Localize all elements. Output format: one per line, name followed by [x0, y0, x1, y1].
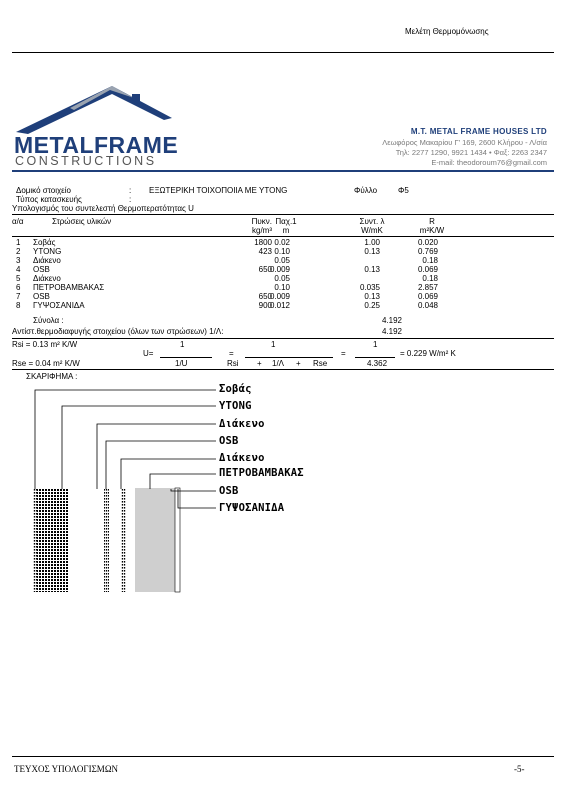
row-density: 650 — [258, 292, 272, 301]
row-thickness: 0.05 — [274, 274, 290, 283]
element-colon: : — [129, 186, 132, 195]
formula-total: 4.362 — [367, 359, 388, 368]
row-material: OSB — [33, 265, 50, 274]
company-address: Λεωφόρος Μακαρίου Γ' 169, 2600 Κλήρου - Λ/σία — [382, 138, 547, 147]
formula-eq1: = — [229, 349, 234, 358]
construction-type-label: Τύπος κατασκευής — [16, 195, 82, 204]
sum-label: Σύνολα : — [33, 316, 64, 325]
row-lambda: 0.035 — [359, 283, 380, 292]
formula-one-over-u: 1/U — [175, 359, 188, 368]
row-material: Διάκενο — [33, 274, 61, 283]
sketch-title: ΣΚΑΡΙΦΗΜΑ : — [26, 372, 78, 381]
row-material: ΠΕΤΡΟΒΑΜΒΑΚΑΣ — [33, 283, 105, 292]
resistance-label: Αντίστ.θερμοδιαφυγής στοιχείου (όλων των στρώσεων) 1/Λ: — [12, 327, 224, 336]
footer-rule — [12, 756, 554, 757]
resistance-value: 4.192 — [381, 327, 402, 336]
sum-value: 4.192 — [381, 316, 402, 325]
formula-plus-2: + — [296, 359, 301, 368]
logo-wordmark: METALFRAME — [14, 132, 179, 158]
sheet-value: Φ5 — [398, 186, 409, 195]
calc-title: Υπολογισμός του συντελεστή Θερμοπερατότητας U — [12, 204, 194, 213]
element-label: Δομικό στοιχείο — [16, 186, 71, 195]
row-thickness: 0.10 — [274, 247, 290, 256]
sketch-label-osb-2: OSB — [219, 485, 239, 497]
row-material: ΓΥΨΟΣΑΝΙΔΑ — [33, 301, 85, 310]
company-phones: Τηλ: 2277 1290, 9921 1434 • Φαξ: 2263 2347 — [395, 148, 547, 157]
company-email: E-mail: theodoroum76@gmail.com — [431, 158, 547, 167]
layer-gypsum-board — [175, 488, 180, 592]
row-density: 1800 — [254, 238, 272, 247]
row-r: 0.18 — [422, 256, 438, 265]
construction-type-colon: : — [129, 195, 132, 204]
logo-subtitle: CONSTRUCTIONS — [15, 154, 157, 168]
row-r: 0.069 — [417, 292, 438, 301]
col-header-lambda-unit: W/mK — [361, 226, 383, 235]
row-material: Σοβάς — [33, 238, 56, 247]
row-index: 7 — [16, 292, 21, 301]
row-index: 3 — [16, 256, 21, 265]
layer-rockwool — [135, 488, 175, 592]
col-header-density-unit: kg/m³ — [252, 226, 272, 235]
row-lambda: 0.25 — [364, 301, 380, 310]
formula-one-b: 1 — [271, 340, 276, 349]
layer-ytong — [37, 488, 69, 592]
footer-title: ΤΕΥΧΟΣ ΥΠΟΛΟΓΙΣΜΩΝ — [14, 764, 119, 774]
row-index: 2 — [16, 247, 21, 256]
col-header-r: R — [429, 217, 435, 226]
sketch-label-air-gap-2: Διάκενο — [219, 452, 265, 464]
row-r: 0.020 — [417, 238, 438, 247]
col-header-thickness: Παχ.1 — [275, 217, 297, 226]
page-number: -5- — [514, 764, 525, 774]
company-name: M.T. METAL FRAME HOUSES LTD — [410, 127, 547, 136]
row-density: 423 — [258, 247, 272, 256]
sketch-label-gypsum: ΓΥΨΟΣΑΝΙΔΑ — [219, 502, 285, 514]
row-thickness: 0.05 — [274, 256, 290, 265]
row-thickness: 0.10 — [274, 283, 290, 292]
row-r: 0.18 — [422, 274, 438, 283]
formula-u-eq: U= — [143, 349, 154, 358]
row-thickness: 0.009 — [269, 265, 290, 274]
row-index: 6 — [16, 283, 21, 292]
row-index: 5 — [16, 274, 21, 283]
formula-rse: Rse — [313, 359, 328, 368]
row-lambda: 0.13 — [364, 292, 380, 301]
col-header-material: Στρώσεις υλικών — [52, 217, 112, 226]
row-material: Διάκενο — [33, 256, 61, 265]
row-r: 0.069 — [417, 265, 438, 274]
formula-one-c: 1 — [373, 340, 378, 349]
rse-value: Rse = 0.04 m² K/W — [12, 359, 80, 368]
sketch-label-air-gap-1: Διάκενο — [219, 418, 265, 430]
col-header-density: Πυκν. — [251, 217, 272, 226]
col-header-r-unit: m²K/W — [419, 226, 445, 235]
row-r: 0.048 — [417, 301, 438, 310]
formula-one-a: 1 — [180, 340, 185, 349]
layer-plaster — [33, 488, 37, 592]
row-thickness: 0.009 — [269, 292, 290, 301]
sketch-label-ytong: YTONG — [219, 400, 252, 412]
layer-osb-2 — [121, 488, 126, 592]
page-header-title: Μελέτη Θερμομόνωσης — [405, 27, 489, 36]
layer-osb-1 — [104, 488, 109, 592]
row-density: 650 — [258, 265, 272, 274]
row-thickness: 0.02 — [274, 238, 290, 247]
col-header-lambda: Συντ. λ — [359, 217, 385, 226]
formula-eq2: = — [341, 349, 346, 358]
col-header-aa: α/α — [12, 217, 24, 226]
row-index: 1 — [16, 238, 21, 247]
sketch-label-osb-1: OSB — [219, 435, 239, 447]
rsi-value: Rsi = 0.13 m² K/W — [12, 340, 78, 349]
formula-plus-1: + — [257, 359, 262, 368]
row-lambda: 0.13 — [364, 265, 380, 274]
formula-rsi: Rsi — [227, 359, 239, 368]
row-index: 4 — [16, 265, 21, 274]
element-value: ΕΞΩΤΕΡΙΚΗ ΤΟΙΧΟΠΟΙΙΑ ΜΕ YTONG — [149, 186, 288, 195]
row-lambda: 1.00 — [364, 238, 380, 247]
row-thickness: 0.012 — [269, 301, 290, 310]
col-header-thickness-unit: m — [282, 226, 290, 235]
row-lambda: 0.13 — [364, 247, 380, 256]
row-r: 2.857 — [417, 283, 438, 292]
formula-one-over-lambda: 1/Λ — [272, 359, 285, 368]
row-r: 0.769 — [417, 247, 438, 256]
sheet-label: Φύλλο — [354, 186, 378, 195]
row-index: 8 — [16, 301, 21, 310]
row-material: OSB — [33, 292, 50, 301]
row-material: YTONG — [33, 247, 62, 256]
u-result: = 0.229 W/m² K — [400, 349, 456, 358]
row-density: 900 — [258, 301, 272, 310]
sketch-label-plaster: Σοβάς — [219, 383, 252, 395]
sketch-label-rockwool: ΠΕΤΡΟΒΑΜΒΑΚΑΣ — [219, 467, 304, 479]
